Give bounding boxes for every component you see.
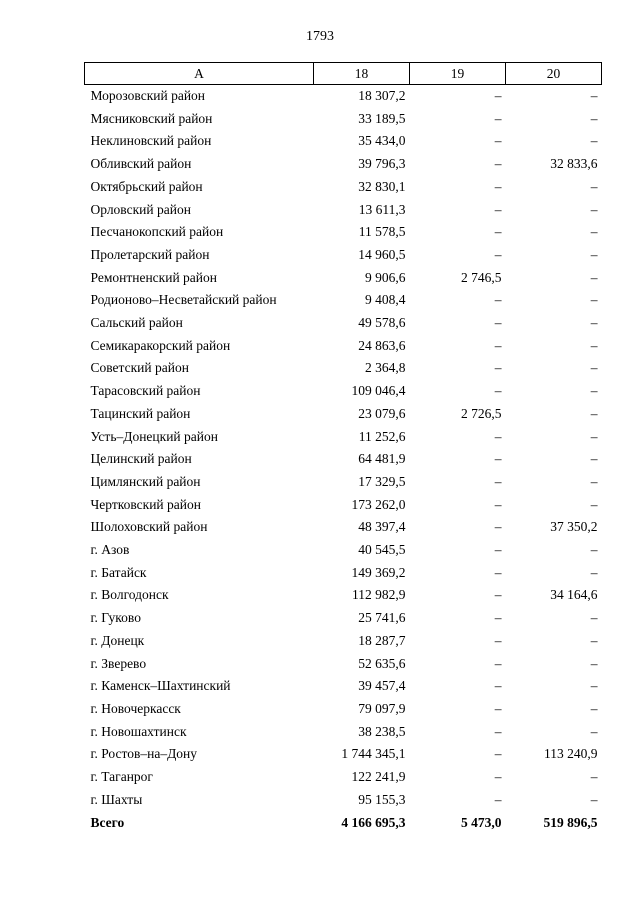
value-cell: – xyxy=(494,156,502,172)
value-cell: 33 189,5 xyxy=(358,110,406,126)
row-label: г. Каменск–Шахтинский xyxy=(90,678,231,694)
value-cell: – xyxy=(494,700,502,716)
value-cell: – xyxy=(494,383,502,399)
row-label: Орловский район xyxy=(90,201,191,217)
value-cell: – xyxy=(494,110,502,126)
row-label: г. Таганрог xyxy=(90,769,153,785)
value-cell: – xyxy=(590,269,598,285)
row-label: Ремонтненский район xyxy=(90,269,217,285)
value-cell: 1 744 345,1 xyxy=(341,746,406,762)
value-cell: – xyxy=(590,451,598,467)
value-cell: – xyxy=(590,473,598,489)
value-cell: – xyxy=(590,564,598,580)
value-cell: 34 164,6 xyxy=(550,587,598,603)
table-row xyxy=(85,743,602,766)
value-cell: – xyxy=(494,723,502,739)
table-row xyxy=(85,789,602,812)
value-cell: 18 287,7 xyxy=(358,632,406,648)
row-label: Всего xyxy=(90,814,125,830)
value-cell: – xyxy=(494,519,502,535)
table-row xyxy=(85,176,602,199)
row-label: Октябрьский район xyxy=(90,178,203,194)
table-row xyxy=(85,539,602,562)
row-label: г. Волгодонск xyxy=(90,587,169,603)
table-row xyxy=(85,289,602,312)
value-cell: 149 369,2 xyxy=(351,564,406,580)
header-cell: 19 xyxy=(410,63,506,85)
value-cell: – xyxy=(590,610,598,626)
table-row xyxy=(85,403,602,426)
row-label: Неклиновский район xyxy=(90,133,212,149)
value-cell: – xyxy=(590,791,598,807)
table-row xyxy=(85,630,602,653)
row-label: Обливский район xyxy=(90,156,192,172)
value-cell: – xyxy=(590,632,598,648)
value-cell: 11 252,6 xyxy=(358,428,406,444)
row-label: Песчанокопский район xyxy=(90,224,224,240)
row-label: Целинский район xyxy=(90,451,192,467)
value-cell: 11 578,5 xyxy=(358,224,406,240)
row-label: Чертковский район xyxy=(90,496,201,512)
table-row xyxy=(85,130,602,153)
table-row xyxy=(85,221,602,244)
value-cell: 52 635,6 xyxy=(358,655,406,671)
value-cell: – xyxy=(590,292,598,308)
value-cell: – xyxy=(494,678,502,694)
value-cell: – xyxy=(590,178,598,194)
value-cell: 5 473,0 xyxy=(461,814,502,830)
table-row xyxy=(85,766,602,789)
row-label: Родионово–Несветайский район xyxy=(90,292,277,308)
row-label: Семикаракорский район xyxy=(90,337,231,353)
value-cell: 18 307,2 xyxy=(358,88,406,103)
value-cell: 37 350,2 xyxy=(550,519,598,535)
table-row xyxy=(85,108,602,131)
value-cell: – xyxy=(590,655,598,671)
value-cell: – xyxy=(590,201,598,217)
value-cell: 122 241,9 xyxy=(351,769,406,785)
value-cell: – xyxy=(590,315,598,331)
value-cell: – xyxy=(494,610,502,626)
table-row xyxy=(85,494,602,517)
value-cell: 113 240,9 xyxy=(544,746,598,762)
value-cell: – xyxy=(494,791,502,807)
table-row xyxy=(85,244,602,267)
row-label: г. Новочеркасск xyxy=(90,700,181,716)
value-cell: – xyxy=(590,428,598,444)
table-row xyxy=(85,607,602,630)
value-cell: 25 741,6 xyxy=(358,610,406,626)
value-cell: 32 833,6 xyxy=(550,156,598,172)
table-row xyxy=(85,426,602,449)
table-row xyxy=(85,335,602,358)
value-cell: 38 238,5 xyxy=(358,723,406,739)
table-row xyxy=(85,516,602,539)
page-number: 1793 xyxy=(306,29,334,44)
value-cell: – xyxy=(494,473,502,489)
value-cell: 4 166 695,3 xyxy=(341,814,406,830)
value-cell: – xyxy=(590,700,598,716)
table-row xyxy=(85,721,602,744)
value-cell: 173 262,0 xyxy=(351,496,406,512)
value-cell: – xyxy=(590,769,598,785)
value-cell: – xyxy=(590,88,598,103)
value-cell: 519 896,5 xyxy=(543,814,598,830)
row-label: Усть–Донецкий район xyxy=(90,428,218,444)
value-cell: – xyxy=(590,405,598,421)
value-cell: 2 364,8 xyxy=(365,360,406,376)
budget-table xyxy=(84,62,602,834)
row-label: г. Шахты xyxy=(90,791,143,807)
row-label: г. Зверево xyxy=(90,655,147,671)
value-cell: 39 796,3 xyxy=(358,156,406,172)
row-label: Морозовский район xyxy=(90,88,206,103)
value-cell: 17 329,5 xyxy=(358,473,406,489)
value-cell: – xyxy=(590,383,598,399)
table-row xyxy=(85,85,602,108)
value-cell: 9 408,4 xyxy=(365,292,406,308)
row-label: г. Азов xyxy=(90,542,130,558)
header-cell: 20 xyxy=(506,63,602,85)
value-cell: – xyxy=(494,542,502,558)
value-cell: – xyxy=(494,587,502,603)
value-cell: – xyxy=(494,201,502,217)
value-cell: – xyxy=(590,110,598,126)
row-label: Тарасовский район xyxy=(90,383,201,399)
value-cell: 14 960,5 xyxy=(358,246,406,262)
row-label: Тацинский район xyxy=(90,405,191,421)
value-cell: – xyxy=(494,88,502,103)
value-cell: – xyxy=(494,655,502,671)
value-cell: – xyxy=(494,292,502,308)
value-cell: 64 481,9 xyxy=(358,451,406,467)
header-cell: А xyxy=(85,63,314,85)
table-row xyxy=(85,312,602,335)
table-header xyxy=(85,63,602,85)
value-cell: – xyxy=(494,451,502,467)
value-cell: 95 155,3 xyxy=(358,791,406,807)
value-cell: – xyxy=(590,678,598,694)
value-cell: – xyxy=(494,496,502,512)
value-cell: – xyxy=(590,542,598,558)
row-label: Сальский район xyxy=(90,315,183,331)
value-cell: – xyxy=(590,224,598,240)
value-cell: 40 545,5 xyxy=(358,542,406,558)
value-cell: – xyxy=(494,360,502,376)
value-cell: – xyxy=(590,723,598,739)
value-cell: 48 397,4 xyxy=(358,519,406,535)
row-label: г. Гуково xyxy=(90,610,141,626)
row-label: Мясниковский район xyxy=(90,110,213,126)
row-label: г. Батайск xyxy=(90,564,147,580)
table-row xyxy=(85,448,602,471)
table-row xyxy=(85,357,602,380)
value-cell: – xyxy=(494,769,502,785)
table-row xyxy=(85,267,602,290)
value-cell: – xyxy=(494,428,502,444)
value-cell: 32 830,1 xyxy=(358,178,406,194)
value-cell: – xyxy=(494,564,502,580)
total-row xyxy=(85,812,602,835)
value-cell: – xyxy=(590,246,598,262)
value-cell: – xyxy=(494,246,502,262)
value-cell: – xyxy=(590,133,598,149)
value-cell: – xyxy=(494,133,502,149)
table-row xyxy=(85,199,602,222)
row-label: г. Донецк xyxy=(90,632,145,648)
table-body xyxy=(85,85,602,835)
row-label: Пролетарский район xyxy=(90,246,210,262)
value-cell: – xyxy=(494,315,502,331)
value-cell: 23 079,6 xyxy=(358,405,406,421)
value-cell: 2 746,5 xyxy=(461,269,502,285)
value-cell: 35 434,0 xyxy=(358,133,406,149)
value-cell: 109 046,4 xyxy=(351,383,406,399)
value-cell: 2 726,5 xyxy=(461,405,502,421)
value-cell: 13 611,3 xyxy=(358,201,406,217)
value-cell: – xyxy=(590,337,598,353)
value-cell: 79 097,9 xyxy=(358,700,406,716)
table-row xyxy=(85,653,602,676)
value-cell: – xyxy=(494,178,502,194)
table-row xyxy=(85,584,602,607)
value-cell: 112 982,9 xyxy=(352,587,406,603)
table-row xyxy=(85,698,602,721)
table-row xyxy=(85,153,602,176)
row-label: Цимлянский район xyxy=(90,473,201,489)
value-cell: – xyxy=(494,632,502,648)
row-label: Советский район xyxy=(90,360,189,376)
value-cell: 49 578,6 xyxy=(358,315,406,331)
value-cell: – xyxy=(494,746,502,762)
value-cell: – xyxy=(590,496,598,512)
header-cell: 18 xyxy=(314,63,410,85)
table-row xyxy=(85,562,602,585)
value-cell: 24 863,6 xyxy=(358,337,406,353)
row-label: г. Ростов–на–Дону xyxy=(90,746,198,762)
value-cell: – xyxy=(494,337,502,353)
table-row xyxy=(85,471,602,494)
value-cell: 9 906,6 xyxy=(365,269,406,285)
table-row xyxy=(85,675,602,698)
value-cell: – xyxy=(494,224,502,240)
row-label: Шолоховский район xyxy=(90,519,208,535)
table-row xyxy=(85,380,602,403)
value-cell: – xyxy=(590,360,598,376)
value-cell: 39 457,4 xyxy=(358,678,406,694)
row-label: г. Новошахтинск xyxy=(90,723,187,739)
